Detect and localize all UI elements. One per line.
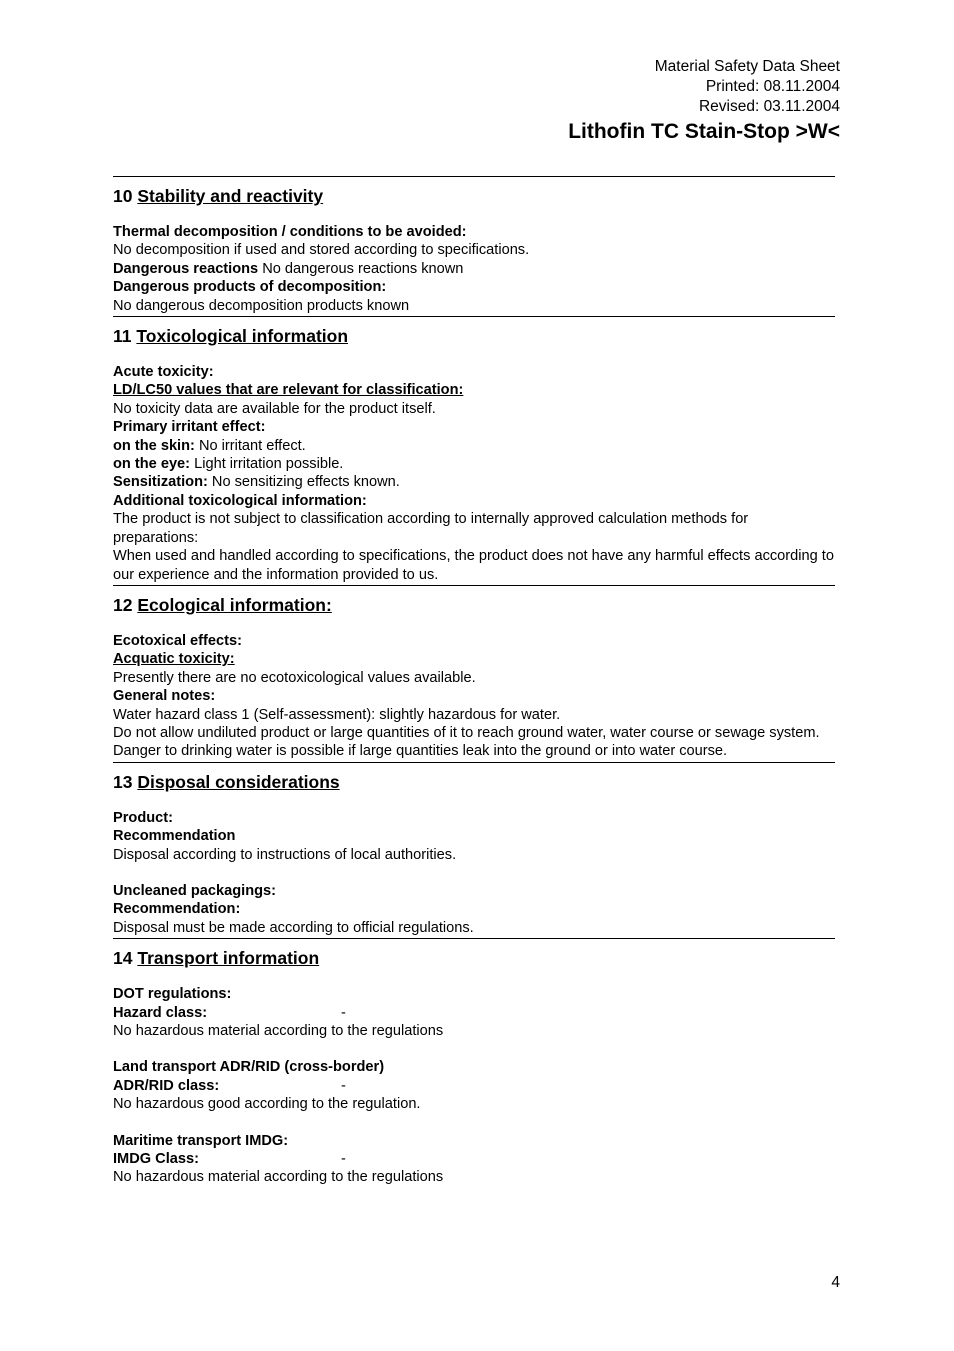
aquatic-toxicity-label: Acquatic toxicity: — [113, 651, 235, 668]
eye-text: Light irritation possible. — [190, 456, 344, 473]
section-number: 13 — [113, 771, 133, 792]
section-number: 12 — [113, 594, 133, 615]
ld-lc50-text: No toxicity data are available for the product itself. — [113, 400, 436, 417]
section-13-title — [113, 771, 835, 793]
product-name: Lithofin TC Stain-Stop >W< — [568, 120, 840, 143]
maritime-transport-text: No hazardous material according to the regulations — [113, 1169, 444, 1186]
section-divider — [113, 176, 835, 177]
product-label: Product: — [113, 809, 173, 826]
thermal-text: No decomposition if used and stored according to specifications. — [113, 242, 530, 259]
section-title-text: Toxicological information — [136, 326, 349, 347]
section-title-text: Stability and reactivity — [137, 186, 324, 206]
reactions-label: Dangerous reactions — [113, 260, 259, 277]
thermal-label: Thermal decomposition / conditions to be avoided: — [113, 224, 467, 240]
decomposition-text: No dangerous decomposition products known — [113, 297, 410, 314]
hazard-class-label: Hazard class: — [113, 1004, 208, 1021]
section-divider — [113, 585, 835, 586]
imdg-class-label: IMDG Class: — [113, 1151, 199, 1168]
page-number: 4 — [831, 1274, 840, 1291]
adr-class-row — [113, 1077, 835, 1095]
recommendation-label: Recommendation — [113, 828, 236, 845]
ecotoxical-label: Ecotoxical effects: — [113, 632, 242, 649]
acute-toxicity-label: Acute toxicity: — [113, 364, 214, 381]
section-number: 10 — [113, 186, 133, 206]
section-title-text: Ecological information: — [137, 594, 332, 615]
section-title-text: Disposal considerations — [137, 771, 340, 792]
section-number: 11 — [113, 326, 132, 347]
section-divider — [113, 316, 835, 317]
section-10-title — [113, 185, 835, 207]
adr-class-value: - — [341, 1077, 346, 1094]
section-11-title — [113, 325, 835, 347]
dot-text: No hazardous material according to the regulations — [113, 1023, 444, 1039]
ld-lc50-label: LD/LC50 values that are relevant for classification: — [113, 382, 464, 399]
reactions-line — [113, 260, 835, 278]
hazard-class-value: - — [341, 1004, 346, 1021]
section-number: 14 — [113, 948, 133, 969]
reactions-text: No dangerous reactions known — [258, 260, 464, 277]
document-body — [113, 176, 835, 1187]
skin-text: No irritant effect. — [194, 437, 306, 454]
general-notes-text-2: Do not allow undiluted product or large quantities of it to reach ground water, water course or sewage system. Danger to drinking water is possible if large quantities leak into the ground or into water course. — [113, 724, 820, 760]
recommendation-text: Disposal according to instructions of local authorities. — [113, 846, 457, 863]
revised-date: Revised: 03.11.2004 — [698, 98, 840, 115]
section-12-title — [113, 594, 835, 616]
additional-tox-text-2: When used and handled according to specifications, the product does not have any harmful effects according to our experience and the information provided to us. — [113, 548, 834, 583]
imdg-class-row — [113, 1150, 835, 1168]
sensitization-label: Sensitization: — [113, 474, 208, 491]
decomposition-label: Dangerous products of decomposition: — [113, 279, 387, 296]
additional-tox-label: Additional toxicological information: — [113, 492, 367, 509]
adr-class-label: ADR/RID class: — [113, 1077, 220, 1094]
general-notes-text-1: Water hazard class 1 (Self-assessment): slightly hazardous for water. — [113, 706, 561, 723]
packagings-label: Uncleaned packagings: — [113, 882, 277, 899]
section-divider — [113, 762, 835, 763]
doc-type: Material Safety Data Sheet — [654, 58, 840, 75]
maritime-transport-label: Maritime transport IMDG: — [113, 1132, 289, 1149]
section-divider — [113, 938, 835, 939]
aquatic-toxicity-text: Presently there are no ecotoxicological values available. — [113, 669, 476, 686]
section-title-text: Transport information — [137, 948, 320, 969]
skin-line — [113, 437, 835, 455]
imdg-class-value: - — [341, 1151, 346, 1168]
eye-line — [113, 455, 835, 473]
recommendation-label: Recommendation: — [113, 901, 241, 918]
sensitization-line — [113, 473, 835, 491]
hazard-class-row — [113, 1004, 835, 1022]
recommendation-text: Disposal must be made according to official regulations. — [113, 919, 474, 936]
additional-tox-text-1: The product is not subject to classification according to internally approved calculation methods for preparations: — [113, 511, 749, 546]
land-transport-label: Land transport ADR/RID (cross-border) — [113, 1059, 385, 1076]
printed-date: Printed: 08.11.2004 — [705, 78, 840, 95]
document-header — [568, 57, 840, 146]
sensitization-text: No sensitizing effects known. — [207, 474, 400, 491]
skin-label: on the skin: — [113, 437, 195, 454]
eye-label: on the eye: — [113, 456, 191, 473]
dot-label: DOT regulations: — [113, 986, 232, 1003]
general-notes-label: General notes: — [113, 688, 216, 705]
section-14-title — [113, 947, 835, 969]
primary-irritant-label: Primary irritant effect: — [113, 419, 266, 436]
land-transport-text: No hazardous good according to the regulation. — [113, 1096, 421, 1113]
